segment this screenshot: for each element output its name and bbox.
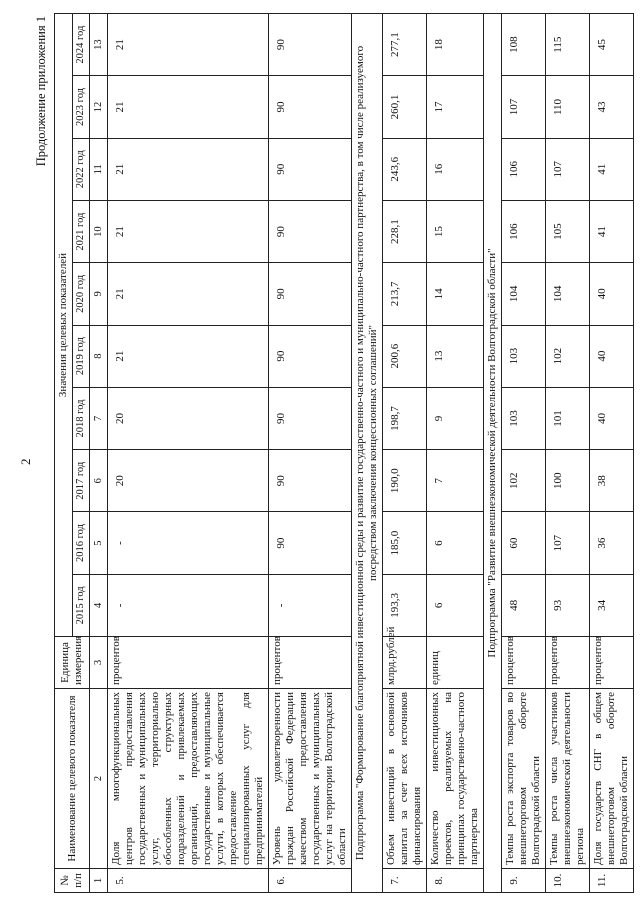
year-header: 2017 год bbox=[73, 450, 90, 512]
indicator-value: 9 bbox=[427, 387, 484, 449]
indicator-value: 90 bbox=[269, 200, 352, 262]
indicator-name: Объем инвестиций в основной капитал за счет всех источников финансирования bbox=[383, 689, 427, 869]
indicator-value: 20 bbox=[108, 450, 269, 512]
table-row bbox=[383, 14, 427, 893]
table-row bbox=[427, 14, 484, 893]
indicators-table bbox=[54, 13, 634, 893]
indicator-value: 21 bbox=[108, 325, 269, 387]
indicator-value: 100 bbox=[546, 450, 590, 512]
indicator-value: 102 bbox=[502, 450, 546, 512]
indicator-value: 14 bbox=[427, 263, 484, 325]
row-number: 7. bbox=[383, 869, 427, 893]
indicator-value: 107 bbox=[546, 512, 590, 574]
year-header: 2015 год bbox=[73, 574, 90, 636]
table-row bbox=[590, 14, 634, 893]
column-index-cell: 11 bbox=[90, 138, 108, 200]
indicator-value: 34 bbox=[590, 574, 634, 636]
indicator-value: 21 bbox=[108, 138, 269, 200]
column-index-cell: 5 bbox=[90, 512, 108, 574]
header-row bbox=[55, 14, 73, 893]
row-number: 8. bbox=[427, 869, 484, 893]
indicator-value: 277,1 bbox=[383, 14, 427, 76]
indicator-value: - bbox=[108, 512, 269, 574]
year-header: 2016 год bbox=[73, 512, 90, 574]
indicator-value: 213,7 bbox=[383, 263, 427, 325]
column-index-cell: 3 bbox=[90, 637, 108, 689]
indicator-value: 21 bbox=[108, 200, 269, 262]
indicator-value: 103 bbox=[502, 387, 546, 449]
indicator-value: 60 bbox=[502, 512, 546, 574]
indicator-value: 45 bbox=[590, 14, 634, 76]
year-header: 2024 год bbox=[73, 14, 90, 76]
indicator-name: Темпы роста экспорта товаров во внешнеторговом обороте Волгоградской области bbox=[502, 689, 546, 869]
indicator-value: 185,0 bbox=[383, 512, 427, 574]
indicator-value: - bbox=[269, 574, 352, 636]
table-row bbox=[546, 14, 590, 893]
indicator-unit: процентов bbox=[108, 637, 269, 689]
indicator-value: 6 bbox=[427, 574, 484, 636]
indicator-unit: млрд.рублей bbox=[383, 637, 427, 689]
indicator-value: 40 bbox=[590, 325, 634, 387]
indicator-value: 21 bbox=[108, 14, 269, 76]
indicator-value: 90 bbox=[269, 263, 352, 325]
indicator-unit: процентов bbox=[590, 637, 634, 689]
year-header: 2018 год bbox=[73, 387, 90, 449]
row-number: 6. bbox=[269, 869, 352, 893]
year-header: 2022 год bbox=[73, 138, 90, 200]
indicator-value: 43 bbox=[590, 76, 634, 138]
indicator-value: 38 bbox=[590, 450, 634, 512]
indicator-value: 40 bbox=[590, 263, 634, 325]
column-index-cell: 7 bbox=[90, 387, 108, 449]
indicator-value: 190,0 bbox=[383, 450, 427, 512]
indicator-value: 228,1 bbox=[383, 200, 427, 262]
indicator-name: Темпы роста числа участников внешнеэкономической деятельности региона bbox=[546, 689, 590, 869]
indicator-name: Доля многофункциональных центров предоставления государственных и муниципальных услуг, территориально обособленных структурных подразделений и привлекаемых организаций, предоставляющих государственные и муниципальные услуги, в которых обеспечивается предоставление специализированных услуг для предпринимателей bbox=[108, 689, 269, 869]
indicator-unit: процентов bbox=[546, 637, 590, 689]
year-header: 2023 год bbox=[73, 76, 90, 138]
column-index-cell: 8 bbox=[90, 325, 108, 387]
indicator-value: 41 bbox=[590, 138, 634, 200]
indicator-value: 198,7 bbox=[383, 387, 427, 449]
indicator-name: Уровень удовлетворенности граждан Российской Федерации качеством предоставления государственных и муниципальных услуг на территории Волгоградской области bbox=[269, 689, 352, 869]
indicator-value: 107 bbox=[546, 138, 590, 200]
indicator-value: 90 bbox=[269, 450, 352, 512]
indicator-value: 90 bbox=[269, 325, 352, 387]
subprogram-heading-row bbox=[484, 14, 502, 893]
indicator-value: 105 bbox=[546, 200, 590, 262]
indicator-value: 104 bbox=[502, 263, 546, 325]
indicator-value: 108 bbox=[502, 14, 546, 76]
subprogram-heading: Подпрограмма "Развитие внешнеэкономической деятельности Волгоградской области" bbox=[484, 14, 502, 893]
indicator-value: 101 bbox=[546, 387, 590, 449]
column-index-cell: 4 bbox=[90, 574, 108, 636]
header-unit: Единица измерения bbox=[55, 637, 90, 689]
row-number: 9. bbox=[502, 869, 546, 893]
header-num: № п/п bbox=[55, 869, 90, 893]
table-row bbox=[502, 14, 546, 893]
indicator-unit: единиц bbox=[427, 637, 484, 689]
indicator-value: 110 bbox=[546, 76, 590, 138]
column-index-cell: 1 bbox=[90, 869, 108, 893]
header-name: Наименование целевого показателя bbox=[55, 689, 90, 869]
indicator-value: 20 bbox=[108, 387, 269, 449]
column-index-cell: 10 bbox=[90, 200, 108, 262]
year-header: 2019 год bbox=[73, 325, 90, 387]
indicator-value: 90 bbox=[269, 387, 352, 449]
year-header: 2020 год bbox=[73, 263, 90, 325]
indicator-value: 200,6 bbox=[383, 325, 427, 387]
indicator-value: 102 bbox=[546, 325, 590, 387]
header-values-group: Значения целевых показателей bbox=[55, 14, 73, 637]
indicator-unit: процентов bbox=[269, 637, 352, 689]
subprogram-heading-row bbox=[352, 14, 383, 893]
indicator-value: 90 bbox=[269, 14, 352, 76]
indicator-value: 115 bbox=[546, 14, 590, 76]
row-number: 5. bbox=[108, 869, 269, 893]
indicator-value: 40 bbox=[590, 387, 634, 449]
table-body bbox=[108, 14, 634, 893]
indicator-value: 103 bbox=[502, 325, 546, 387]
subprogram-heading: Подпрограмма "Формирование благоприятной инвестиционной среды и развитие государственно-частного и муниципально-частного партнерства, в том числе реализуемого посредством заключения концессионных соглашений" bbox=[352, 14, 383, 893]
indicator-name: Количество инвестиционных проектов, реализуемых на принципах государственно-частного партнерства bbox=[427, 689, 484, 869]
indicator-value: 6 bbox=[427, 512, 484, 574]
indicator-value: - bbox=[108, 574, 269, 636]
table-row bbox=[108, 14, 269, 893]
page-number: 2 bbox=[18, 458, 33, 465]
indicator-value: 48 bbox=[502, 574, 546, 636]
indicator-value: 193,3 bbox=[383, 574, 427, 636]
column-index-cell: 9 bbox=[90, 263, 108, 325]
continuation-note: Продолжение приложения 1 bbox=[34, 16, 48, 167]
table-row bbox=[269, 14, 352, 893]
indicator-value: 106 bbox=[502, 200, 546, 262]
indicator-value: 16 bbox=[427, 138, 484, 200]
indicator-name: Доля государств СНГ в общем внешнеторговом обороте Волгоградской области bbox=[590, 689, 634, 869]
indicator-value: 90 bbox=[269, 76, 352, 138]
indicator-value: 90 bbox=[269, 512, 352, 574]
year-header: 2021 год bbox=[73, 200, 90, 262]
column-index-cell: 12 bbox=[90, 76, 108, 138]
indicator-unit: процентов bbox=[502, 637, 546, 689]
indicator-value: 18 bbox=[427, 14, 484, 76]
indicator-value: 107 bbox=[502, 76, 546, 138]
indicator-value: 17 bbox=[427, 76, 484, 138]
indicator-value: 90 bbox=[269, 138, 352, 200]
indicator-value: 260,1 bbox=[383, 76, 427, 138]
column-index-cell: 2 bbox=[90, 689, 108, 869]
indicator-value: 104 bbox=[546, 263, 590, 325]
indicator-value: 106 bbox=[502, 138, 546, 200]
indicator-value: 93 bbox=[546, 574, 590, 636]
indicator-value: 21 bbox=[108, 76, 269, 138]
column-index-cell: 6 bbox=[90, 450, 108, 512]
column-index-cell: 13 bbox=[90, 14, 108, 76]
indicator-value: 243,6 bbox=[383, 138, 427, 200]
indicator-value: 13 bbox=[427, 325, 484, 387]
indicator-value: 21 bbox=[108, 263, 269, 325]
indicator-value: 15 bbox=[427, 200, 484, 262]
indicator-value: 36 bbox=[590, 512, 634, 574]
indicator-value: 7 bbox=[427, 450, 484, 512]
indicator-value: 41 bbox=[590, 200, 634, 262]
column-index-row bbox=[90, 14, 108, 893]
row-number: 10. bbox=[546, 869, 590, 893]
row-number: 11. bbox=[590, 869, 634, 893]
